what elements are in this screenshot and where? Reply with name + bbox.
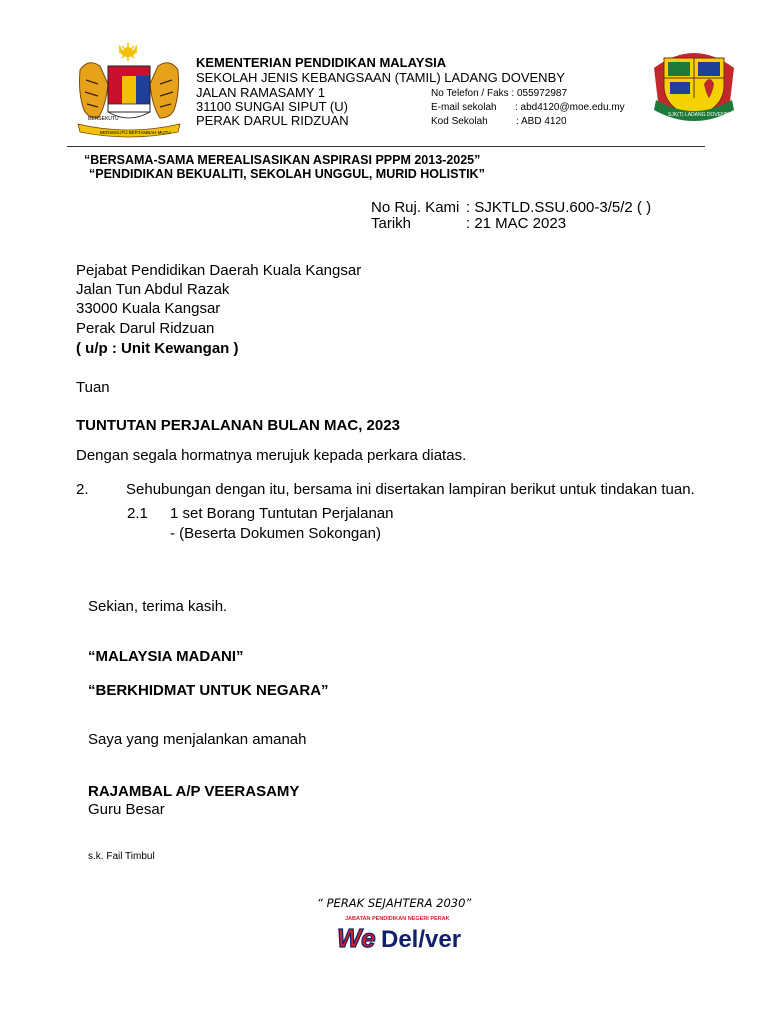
salutation: Tuan: [76, 379, 110, 396]
slogan-malaysia-madani: “MALAYSIA MADANI”: [88, 648, 244, 665]
phone-fax: No Telefon / Faks : 055972987: [431, 88, 568, 99]
recipient-line-1: Pejabat Pendidikan Daerah Kuala Kangsar: [76, 262, 362, 279]
signatory-name: RAJAMBAL A/P VEERASAMY: [88, 783, 300, 800]
address-line-3: PERAK DARUL RIDZUAN: [196, 113, 349, 128]
svg-text:Del/ver: Del/ver: [381, 926, 462, 952]
school-code-label: Kod Sekolah: [431, 116, 488, 127]
motto-line-1: “BERSAMA-SAMA MEREALISASIKAN ASPIRASI PPPM 2013-2025”: [84, 153, 481, 167]
recipient-line-2: Jalan Tun Abdul Razak: [76, 281, 230, 298]
signatory-title: Guru Besar: [88, 801, 165, 818]
recipient-attention: ( u/p : Unit Kewangan ): [76, 340, 239, 357]
subject-heading: TUNTUTAN PERJALANAN BULAN MAC, 2023: [76, 417, 400, 434]
header-divider: [67, 146, 705, 147]
carbon-copy: s.k. Fail Timbul: [88, 851, 155, 862]
school-name: SEKOLAH JENIS KEBANGSAAN (TAMIL) LADANG DOVENBY: [196, 70, 565, 85]
paragraph-2: Sehubungan dengan itu, bersama ini disertakan lampiran berikut untuk tindakan tuan.: [126, 481, 695, 498]
slogan-berkhidmat: “BERKHIDMAT UNTUK NEGARA”: [88, 682, 329, 699]
item-text: 1 set Borang Tuntutan Perjalanan: [170, 505, 394, 522]
malaysia-coat-of-arms-icon: [70, 40, 188, 140]
item-number: 2.1: [127, 505, 148, 522]
svg-text:We: We: [337, 923, 376, 952]
address-line-1: JALAN RAMASAMY 1: [196, 85, 326, 100]
email-value: : abd4120@moe.edu.my: [515, 102, 625, 113]
svg-text:BERSEKUTU BERTAMBAH MUTU: BERSEKUTU BERTAMBAH MUTU: [100, 130, 171, 135]
svg-text:SJK(T) LADANG DOVENBY: SJK(T) LADANG DOVENBY: [668, 112, 732, 118]
paragraph-1: Dengan segala hormatnya merujuk kepada perkara diatas.: [76, 447, 467, 464]
date-label: Tarikh: [371, 215, 412, 232]
ministry-name: KEMENTERIAN PENDIDIKAN MALAYSIA: [196, 55, 447, 70]
reference-value: : SJKTLD.SSU.600-3/5/2 ( ): [466, 199, 652, 216]
paragraph-2-number: 2.: [76, 481, 89, 498]
footer-motto: “ PERAK SEJAHTERA 2030”: [317, 896, 472, 910]
reference-label: No Ruj. Kami: [371, 199, 460, 216]
svg-text:BERSEKUTU: BERSEKUTU: [88, 116, 119, 122]
recipient-line-4: Perak Darul Ridzuan: [76, 320, 215, 337]
school-code-value: : ABD 4120: [516, 116, 567, 127]
closing: Sekian, terima kasih.: [88, 598, 228, 615]
school-logo-icon: [648, 38, 740, 126]
date-value: : 21 MAC 2023: [466, 215, 567, 232]
item-subtext: - (Beserta Dokumen Sokongan): [170, 525, 381, 542]
recipient-line-3: 33000 Kuala Kangsar: [76, 300, 221, 317]
motto-line-2: “PENDIDIKAN BEKUALITI, SEKOLAH UNGGUL, MURID HOLISTIK”: [89, 167, 485, 181]
svg-text:JABATAN PENDIDIKAN NEGERI PERA: JABATAN PENDIDIKAN NEGERI PERAK: [345, 916, 450, 922]
address-line-2: 31100 SUNGAI SIPUT (U): [196, 99, 348, 114]
email-label: E-mail sekolah: [431, 102, 497, 113]
we-deliver-logo-icon: [337, 912, 469, 952]
trust-line: Saya yang menjalankan amanah: [88, 731, 307, 748]
